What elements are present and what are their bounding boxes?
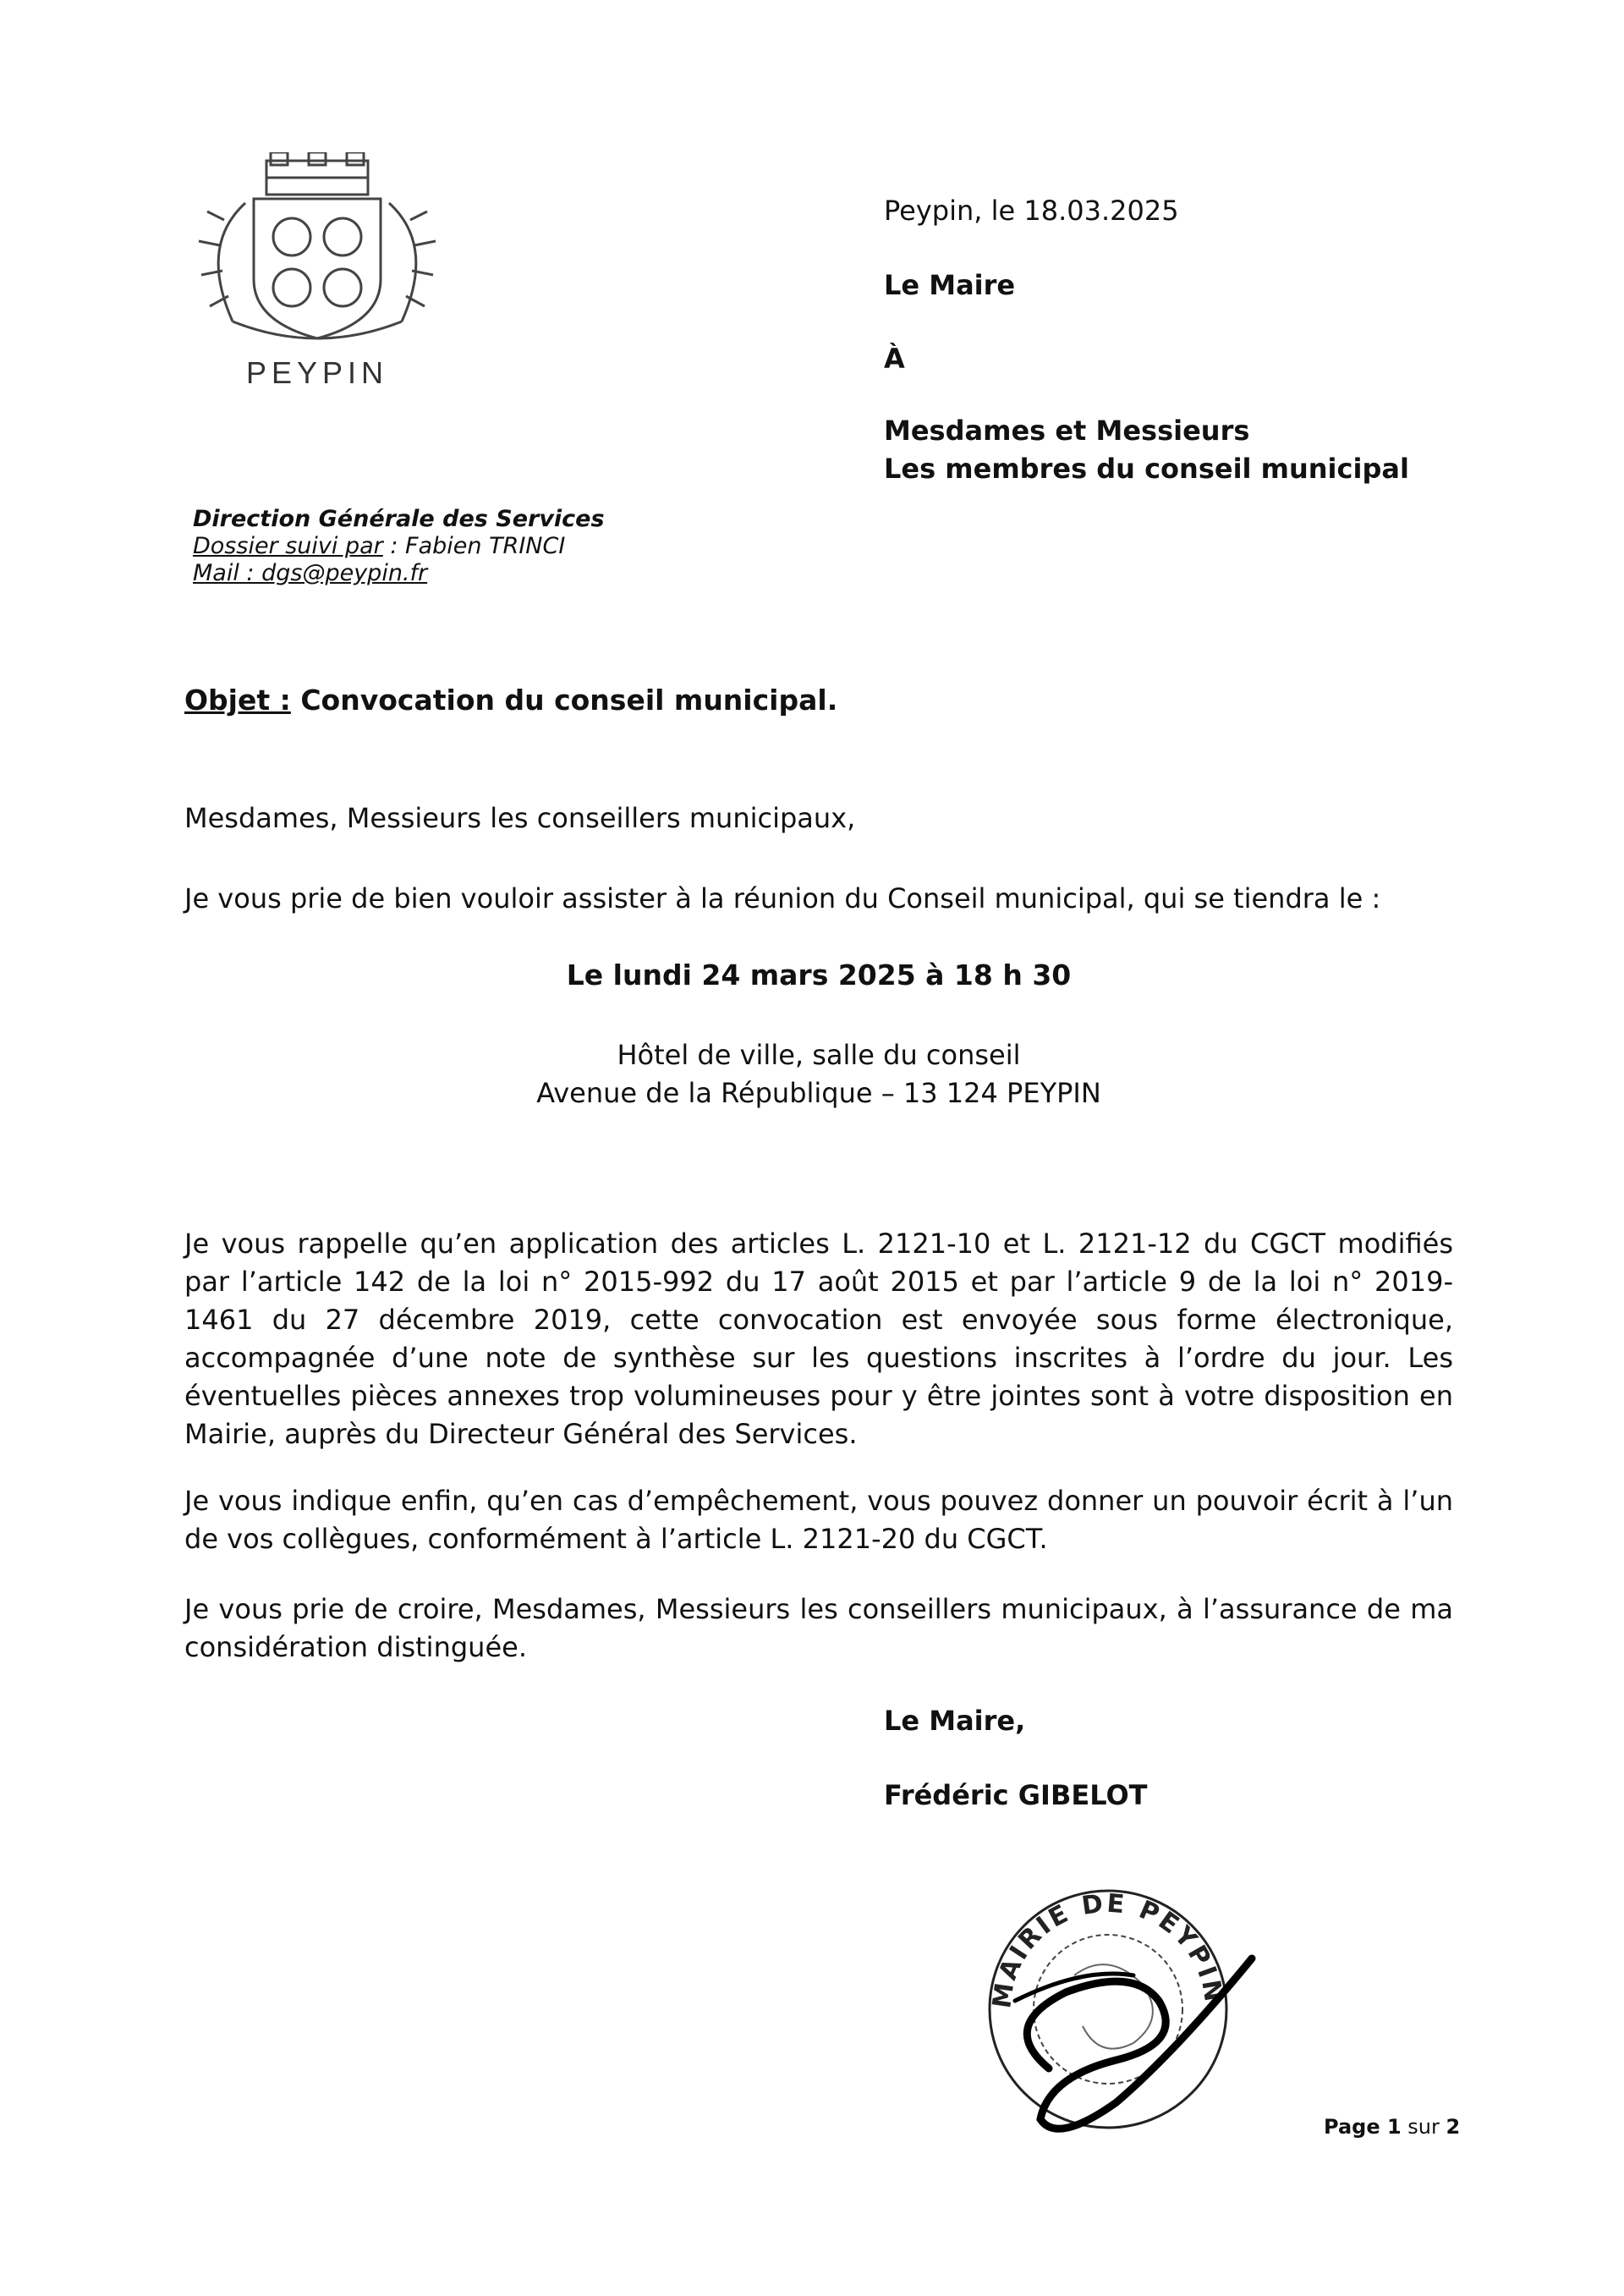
page-indicator [1324,2115,1460,2139]
department-name: Direction Générale des Services [193,506,605,532]
recipient-line-1: Mesdames et Messieurs [884,415,1250,447]
location-line-1: Hôtel de ville, salle du conseil [617,1039,1021,1071]
place-date: Peypin, le 18.03.2025 [884,195,1179,227]
official-stamp [947,1848,1269,2161]
page-total: 2 [1446,2115,1461,2139]
stamp-text: MAIRIE DE PEYPIN [987,1888,1229,2011]
file-label: Dossier suivi par [193,533,383,559]
stamp-icon [947,1848,1269,2161]
sender-title: Le Maire [884,269,1016,301]
legal-paragraph: Je vous rappelle qu’en application des articles L. 2121-10 et L. 2121-12 du CGCT modifiés par l’article 142 de la loi n° 2015-992 du 17 août 2015 et par l’article 9 de la loi n° 2019-1461 du 27 décembre 2019, cette convocation est envoyée sous forme électronique, accompagnée d’une note de synthèse sur les questions inscrites à l’ordre du jour. Les éventuelles pièces annexes trop volumineuses pour y être jointes sont à votre disposition en Mairie, auprès du Directeur Général des Services. [184,1228,1453,1450]
salutation: Mesdames, Messieurs les conseillers municipaux, [184,802,856,834]
subject-line [184,684,837,717]
invitation-text: Je vous prie de bien vouloir assister à la réunion du Conseil municipal, qui se tiendra le : [184,882,1381,915]
mail-line[interactable]: Mail : dgs@peypin.fr [193,560,428,586]
svg-text:MAIRIE DE PEYPIN [987,1888,1228,2010]
coat-of-arms-icon [173,152,461,355]
proxy-paragraph: Je vous indique enfin, qu’en cas d’empêchement, vous pouvez donner un pouvoir écrit à l’un de vos collègues, conformément à l’article L. 2121-20 du CGCT. [184,1485,1453,1555]
subject-text: Convocation du conseil municipal. [290,684,838,717]
subject-label: Objet : [184,684,291,717]
signature-title: Le Maire, [884,1705,1026,1737]
sender-block [193,506,605,587]
recipient-line-2: Les membres du conseil municipal [884,453,1409,485]
meeting-date: Le lundi 24 mars 2025 à 18 h 30 [566,958,1072,991]
closing-paragraph: Je vous prie de croire, Mesdames, Messieurs les conseillers municipaux, à l’assurance de ma considération distinguée. [184,1593,1453,1663]
file-value: : Fabien TRINCI [382,533,566,559]
page-number: 1 [1386,2115,1402,2139]
location-line-2: Avenue de la République – 13 124 PEYPIN [536,1077,1101,1109]
town-logo [173,152,461,406]
logo-wordmark: PEYPIN [245,355,389,390]
page-separator: sur [1401,2115,1446,2139]
to-prefix: À [884,343,905,375]
signature-name: Frédéric GIBELOT [884,1779,1148,1811]
file-followed-by [193,533,605,560]
page-label: Page [1324,2115,1387,2139]
